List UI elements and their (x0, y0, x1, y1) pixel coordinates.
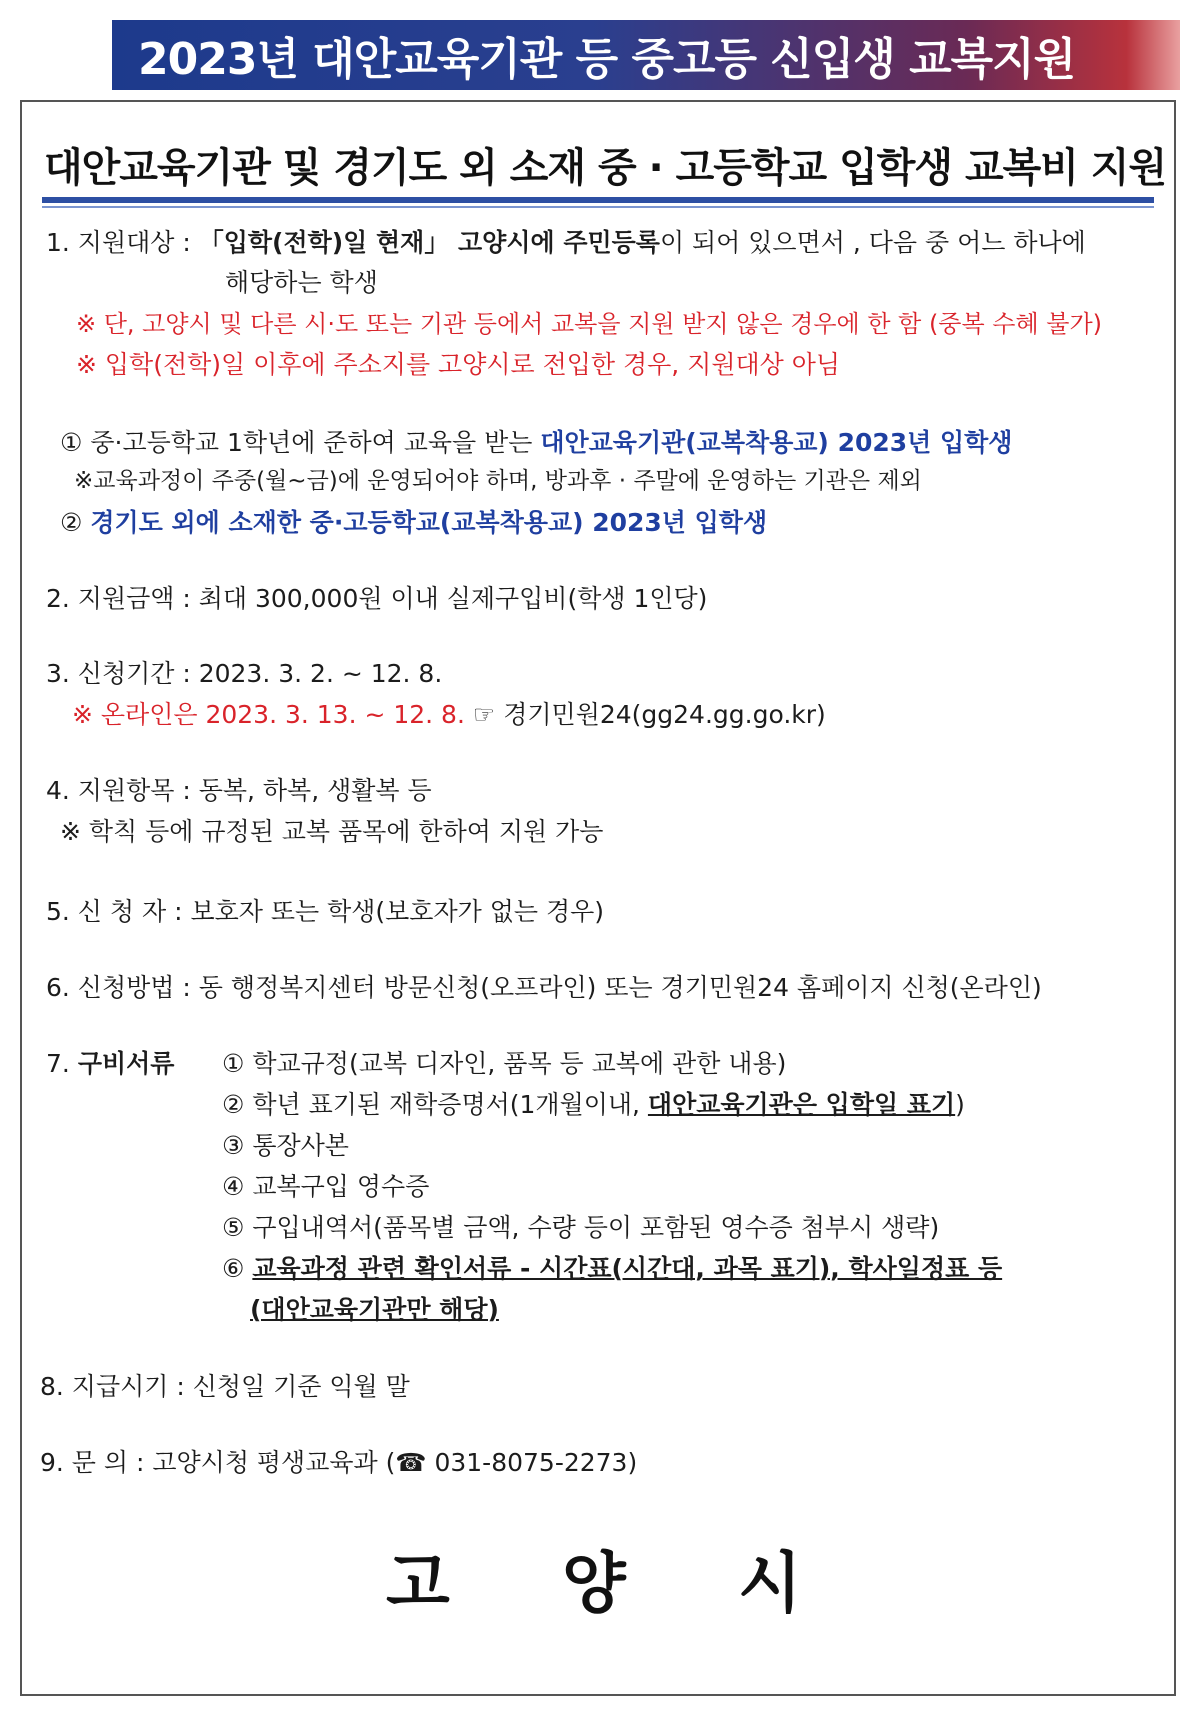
item2-highlight: 경기도 외에 소재한 중·고등학교(교복착용교) 2023년 입학생 (90, 508, 768, 537)
eligibility-item-1 (60, 428, 1012, 458)
title-banner (112, 20, 1180, 90)
section-payment: 8. 지급시기 : 신청일 기준 익월 말 (40, 1372, 410, 1401)
pointer-icon: ☞ (472, 700, 496, 729)
item2-num: ② (60, 508, 91, 537)
document-2-bold: 대안교육기관은 입학일 표기 (647, 1090, 956, 1119)
online-site: 경기민원24(gg24.gg.go.kr) (495, 700, 826, 729)
document-2 (222, 1090, 965, 1120)
title-underline-thin (42, 206, 1154, 208)
item1-note: ※교육과정이 주중(월~금)에 운영되어야 하며, 방과후 · 주말에 운영하는 기관은 제외 (74, 468, 922, 494)
document-3: ③ 통장사본 (222, 1131, 349, 1160)
document-1: ① 학교규정(교복 디자인, 품목 등 교복에 관한 내용) (222, 1049, 787, 1078)
inquiry-head: 9. 문 의 : 고양시청 평생교육과 ( (40, 1448, 396, 1477)
eligibility-rest: 이 되어 있으면서 , 다음 중 어느 하나에 (659, 228, 1086, 257)
item1-prefix: ① 중·고등학교 1학년에 준하여 교육을 받는 (60, 428, 541, 457)
phone-icon: ☎ (395, 1448, 427, 1477)
section-amount: 2. 지원금액 : 최대 300,000원 이내 실제구입비(학생 1인당) (46, 584, 708, 613)
eligibility-note-moved: ※ 입학(전학)일 이후에 주소지를 고양시로 전입한 경우, 지원대상 아님 (76, 350, 841, 379)
inquiry-phone: 031-8075-2273) (426, 1448, 638, 1477)
document-2-suffix: ) (955, 1090, 965, 1119)
document-2-prefix: ② 학년 표기된 재학증명서(1개월이내, (222, 1090, 648, 1119)
period-online-note (72, 700, 826, 730)
document-6-num: ⑥ (222, 1254, 253, 1283)
document-6-continuation: (대안교육기관만 해당) (250, 1295, 499, 1324)
document-4: ④ 교복구입 영수증 (222, 1172, 430, 1201)
online-period: ※ 온라인은 2023. 3. 13. ~ 12. 8. (72, 700, 465, 729)
document-subtitle: 대안교육기관 및 경기도 외 소재 중 · 고등학교 입학생 교복비 지원 (44, 145, 1167, 191)
document-5: ⑤ 구입내역서(품목별 금액, 수량 등이 포함된 영수증 첨부시 생략) (222, 1213, 940, 1242)
section-applicant: 5. 신 청 자 : 보호자 또는 학생(보호자가 없는 경우) (46, 897, 605, 926)
section-eligibility (46, 228, 1086, 258)
documents-head: 구비서류 (77, 1049, 175, 1078)
section-items: 4. 지원항목 : 동복, 하복, 생활복 등 (46, 776, 432, 805)
documents-num: 7. (46, 1049, 78, 1078)
item1-highlight: 대안교육기관(교복착용교) 2023년 입학생 (540, 428, 1013, 457)
section-period: 3. 신청기간 : 2023. 3. 2. ~ 12. 8. (46, 659, 443, 688)
eligibility-head: 1. 지원대상 : (46, 228, 199, 257)
items-note: ※ 학칙 등에 규정된 교복 품목에 한하여 지원 가능 (60, 817, 604, 846)
eligibility-item-2 (60, 508, 767, 538)
title-underline (42, 197, 1154, 203)
section-documents (46, 1049, 174, 1079)
eligibility-continuation: 해당하는 학생 (225, 268, 378, 297)
banner-title: 2023년 대안교육기관 등 중고등 신입생 교복지원 (138, 34, 1076, 85)
issuer-char-1: 고 (386, 1545, 450, 1622)
section-inquiry (40, 1448, 637, 1478)
document-6 (222, 1254, 1002, 1284)
document-6-bold: 교육과정 관련 확인서류 - 시간표(시간대, 과목 표기), 학사일정표 등 (252, 1254, 1003, 1283)
eligibility-note-duplicate: ※ 단, 고양시 및 다른 시·도 또는 기관 등에서 교복을 지원 받지 않은 경우에 한 함 (중복 수혜 불가) (76, 310, 1103, 338)
section-method: 6. 신청방법 : 동 행정복지센터 방문신청(오프라인) 또는 경기민원24 홈페이지 신청(온라인) (46, 973, 1042, 1002)
issuer-char-3: 시 (738, 1545, 802, 1622)
eligibility-bold: 「입학(전학)일 현재」 고양시에 주민등록 (198, 228, 660, 257)
issuer-char-2: 양 (562, 1545, 626, 1622)
